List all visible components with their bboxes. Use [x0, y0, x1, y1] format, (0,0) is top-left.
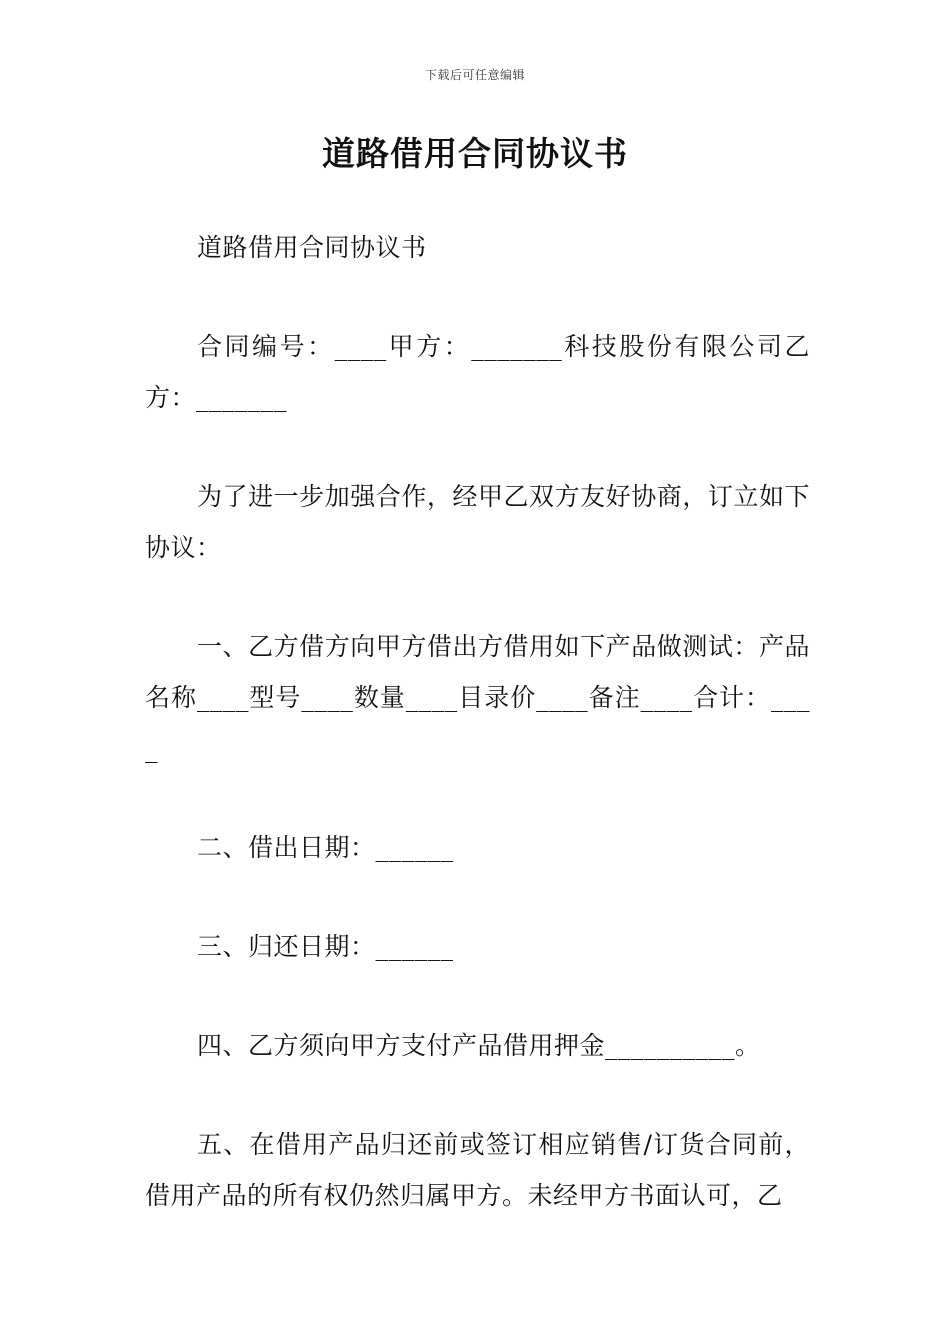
paragraph-clause-1: 一、乙方借方向甲方借出方借用如下产品做测试：产品名称____型号____数量____目录价____备注____合计：____ — [145, 632, 810, 763]
paragraph-clause-4: 四、乙方须向甲方支付产品借用押金__________。 — [197, 1031, 761, 1060]
document-body — [145, 222, 810, 1269]
document-title: 道路借用合同协议书 — [322, 134, 628, 173]
paragraph-preamble: 为了进一步加强合作，经甲乙双方友好协商，订立如下协议： — [145, 482, 810, 562]
paragraph-parties: 合同编号：____甲方：_______科技股份有限公司乙方：_______ — [145, 332, 810, 412]
header-note: 下载后可任意编辑 — [424, 68, 525, 82]
paragraph-clause-3: 三、归还日期：______ — [197, 932, 454, 961]
paragraph-clause-5: 五、在借用产品归还前或签订相应销售/订货合同前，借用产品的所有权仍然归属甲方。未经甲方书面认可，乙 — [145, 1130, 810, 1210]
paragraph-clause-2: 二、借出日期：______ — [197, 833, 454, 862]
paragraph-subtitle: 道路借用合同协议书 — [197, 233, 427, 262]
